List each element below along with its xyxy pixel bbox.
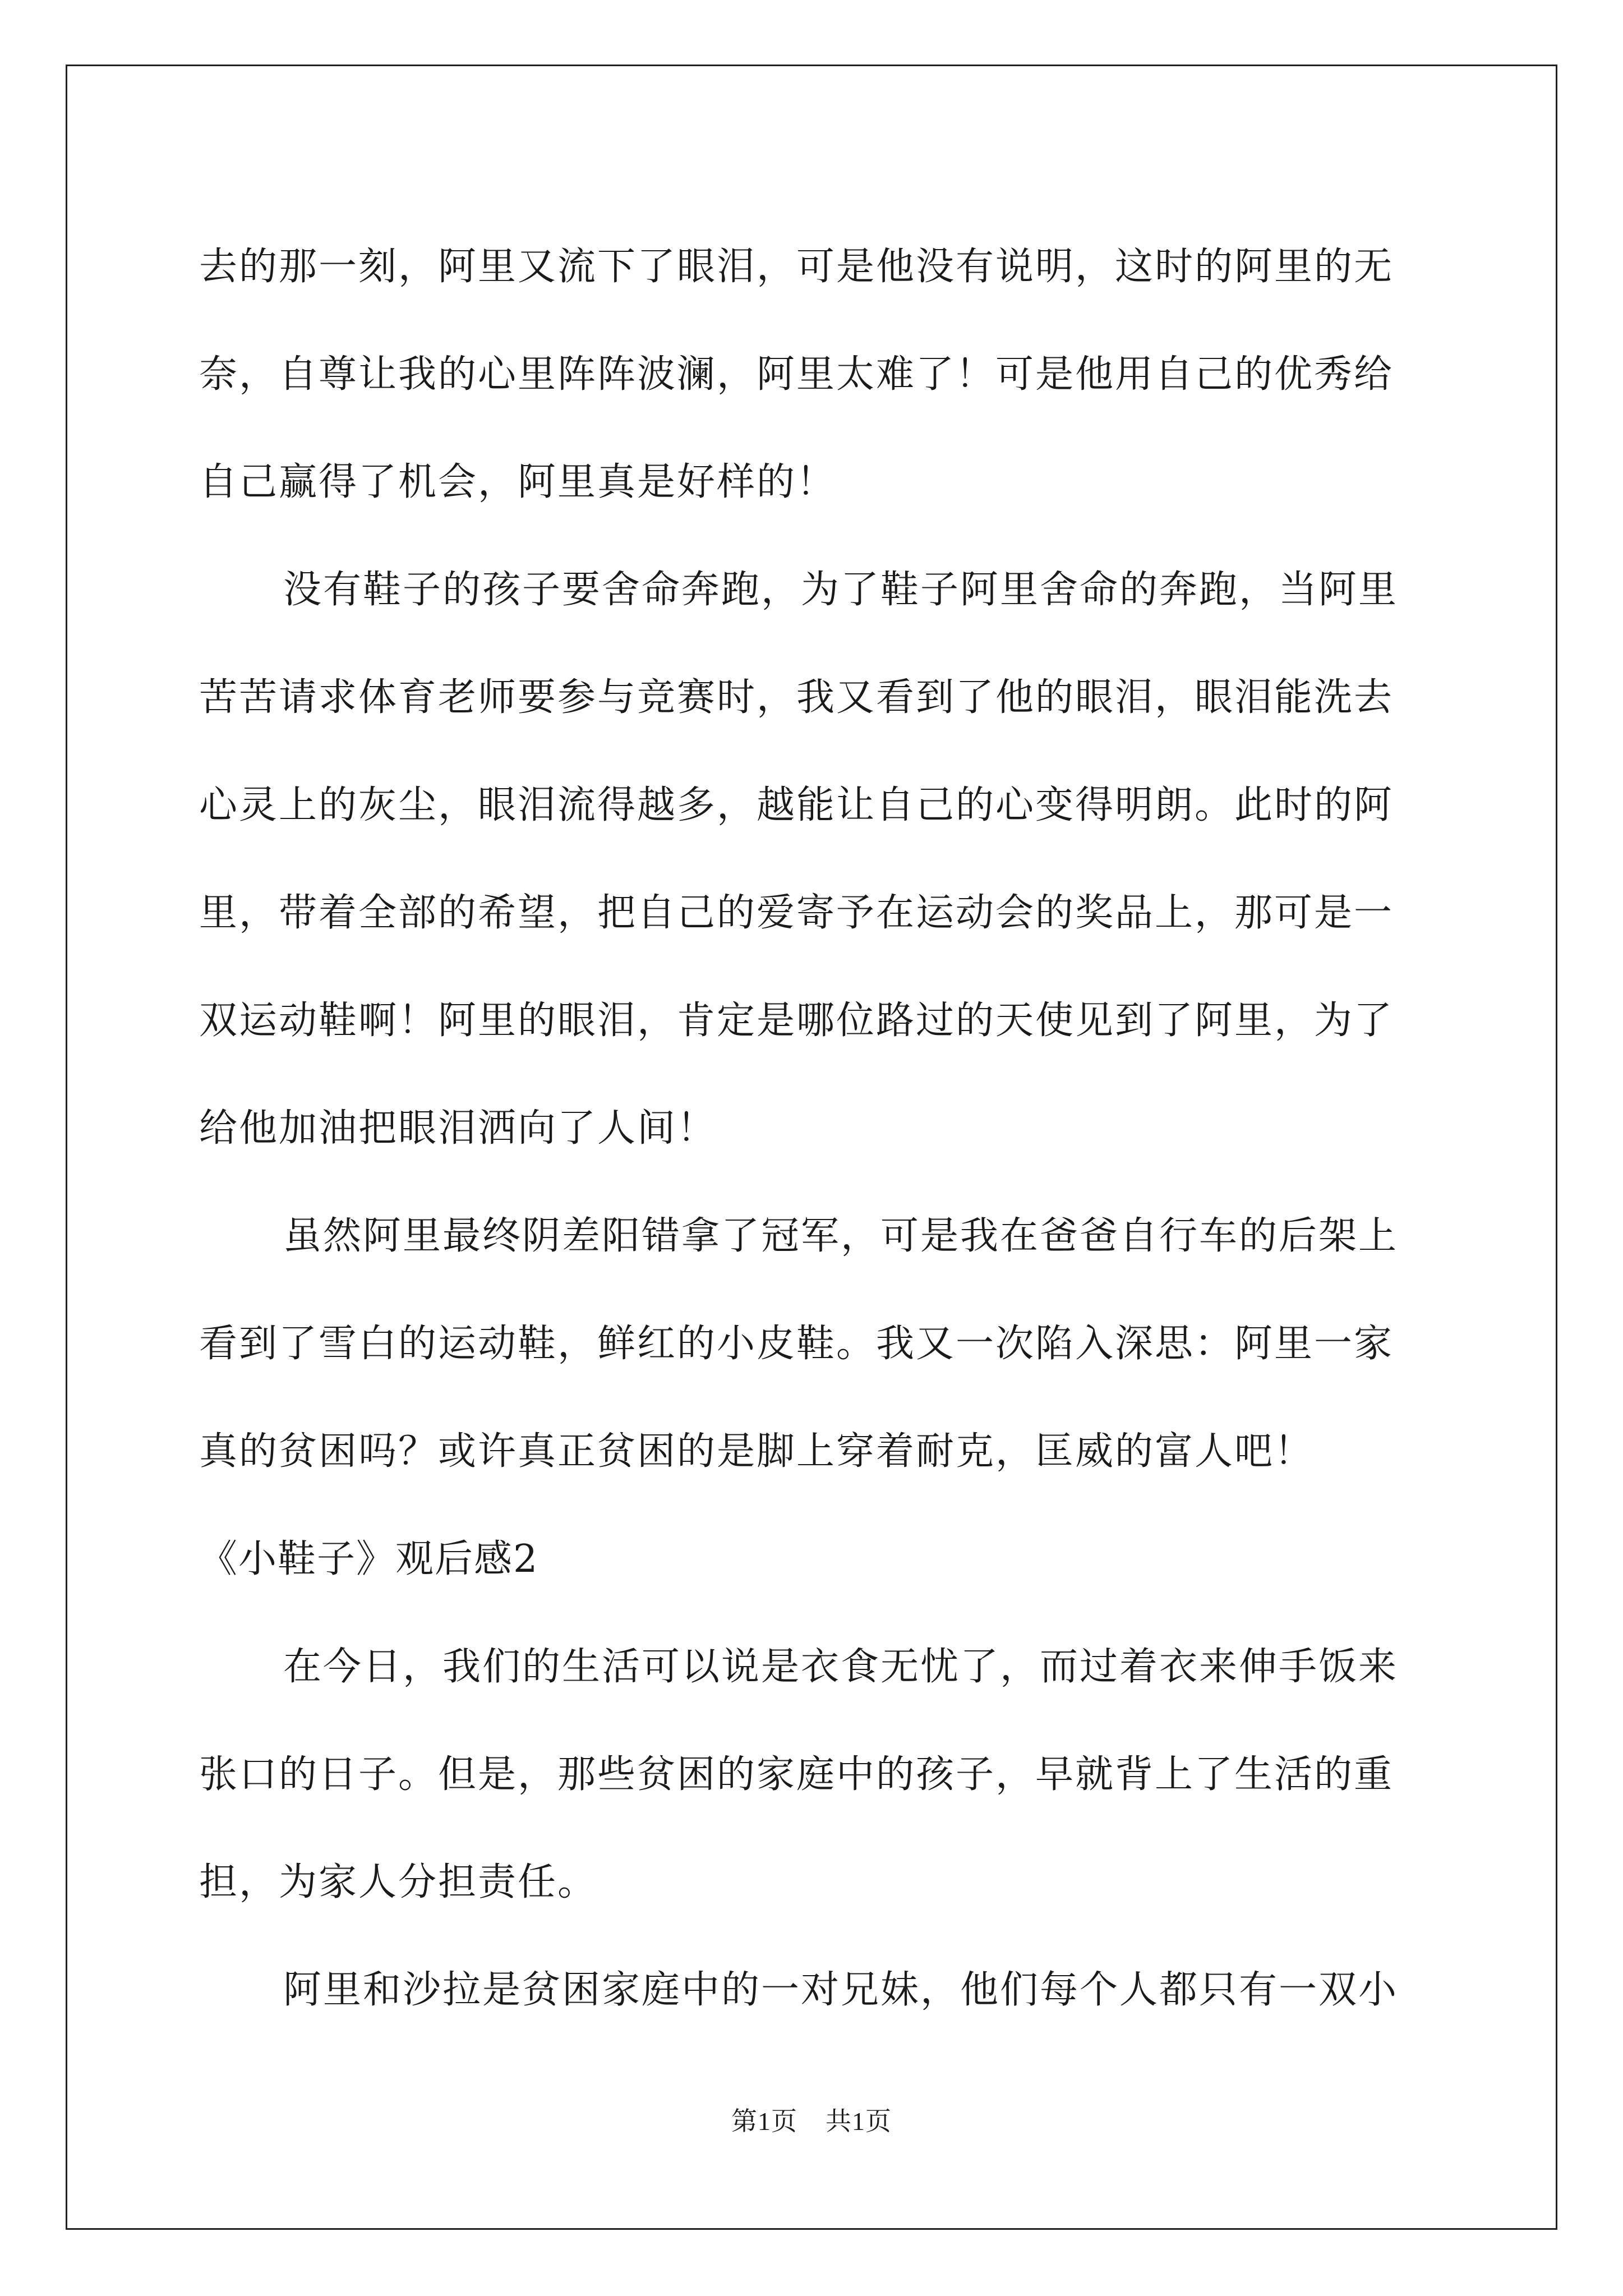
text-line: 奈，自尊让我的心里阵阵波澜，阿里太难了！可是他用自己的优秀给 xyxy=(199,352,1394,397)
text-line: 看到了雪白的运动鞋，鲜红的小皮鞋。我又一次陷入深思：阿里一家 xyxy=(199,1322,1394,1366)
text-line: 真的贫困吗？或许真正贫困的是脚上穿着耐克，匡威的富人吧！ xyxy=(199,1429,1315,1474)
text-line: 心灵上的灰尘，眼泪流得越多，越能让自己的心变得明朗。此时的阿 xyxy=(199,783,1394,827)
text-line: 自己赢得了机会，阿里真是好样的！ xyxy=(199,460,837,504)
text-line: 给他加油把眼泪洒向了人间！ xyxy=(199,1106,717,1151)
text-line: 双运动鞋啊！阿里的眼泪，肯定是哪位路过的天使见到了阿里，为了 xyxy=(199,999,1394,1043)
document-body xyxy=(199,213,1427,2044)
text-line: 苦苦请求体育老师要参与竞赛时，我又看到了他的眼泪，眼泪能洗去 xyxy=(199,675,1394,720)
paragraph-first-line: 阿里和沙拉是贫困家庭中的一对兄妹，他们每个人都只有一双小 xyxy=(283,1968,1399,2012)
paragraph-first-line: 虽然阿里最终阴差阳错拿了冠军，可是我在爸爸自行车的后架上 xyxy=(283,1214,1399,1258)
text-line: 去的那一刻，阿里又流下了眼泪，可是他没有说明，这时的阿里的无 xyxy=(199,245,1394,289)
text-line: 担，为家人分担责任。 xyxy=(199,1860,598,1904)
paragraph-first-line: 没有鞋子的孩子要舍命奔跑，为了鞋子阿里舍命的奔跑，当阿里 xyxy=(283,568,1399,612)
page-total: 共1页 xyxy=(826,2107,892,2136)
page-number: 第1页 xyxy=(731,2107,797,2136)
section-heading: 《小鞋子》观后感2 xyxy=(199,1537,539,1581)
paragraph-first-line: 在今日，我们的生活可以说是衣食无忧了，而过着衣来伸手饭来 xyxy=(283,1645,1399,1689)
text-line: 里，带着全部的希望，把自己的爱寄予在运动会的奖品上，那可是一 xyxy=(199,891,1394,935)
page-footer xyxy=(0,2101,1623,2138)
text-line: 张口的日子。但是，那些贫困的家庭中的孩子，早就背上了生活的重 xyxy=(199,1752,1394,1797)
